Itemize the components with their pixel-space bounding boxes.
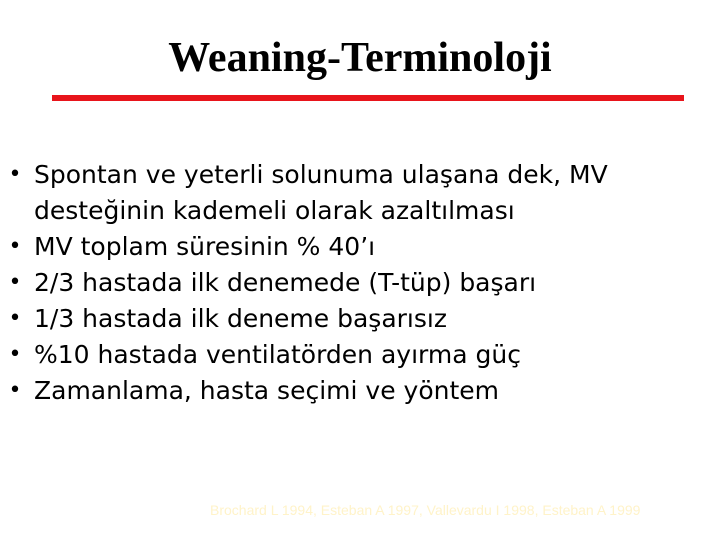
bullet-dot-icon: •: [8, 342, 22, 367]
bullet-dot-icon: •: [8, 162, 22, 187]
bullet-item: [8, 337, 708, 373]
bullet-item: [8, 229, 708, 265]
bullet-item: [8, 301, 708, 337]
bullet-dot-icon: •: [8, 234, 22, 259]
bullet-item: [8, 265, 708, 301]
bullet-text: 2/3 hastada ilk denemede (T-tüp) başarı: [34, 268, 537, 297]
title-underline: [52, 95, 684, 101]
citation-footer: Brochard L 1994, Esteban A 1997, Vallevardu I 1998, Esteban A 1999: [210, 502, 641, 518]
bullet-text: %10 hastada ventilatörden ayırma güç: [34, 340, 521, 369]
bullet-item: [8, 157, 708, 229]
bullet-item: [8, 373, 708, 409]
bullet-text: Spontan ve yeterli solunuma ulaşana dek, MV desteğinin kademeli olarak azaltılması: [34, 160, 608, 225]
bullet-list: [8, 157, 708, 409]
bullet-text: Zamanlama, hasta seçimi ve yöntem: [34, 376, 499, 405]
bullet-dot-icon: •: [8, 270, 22, 295]
bullet-dot-icon: •: [8, 306, 22, 331]
bullet-dot-icon: •: [8, 378, 22, 403]
bullet-text: 1/3 hastada ilk deneme başarısız: [34, 304, 447, 333]
slide-title: Weaning-Terminoloji: [168, 35, 552, 81]
bullet-text: MV toplam süresinin % 40’ı: [34, 232, 376, 261]
